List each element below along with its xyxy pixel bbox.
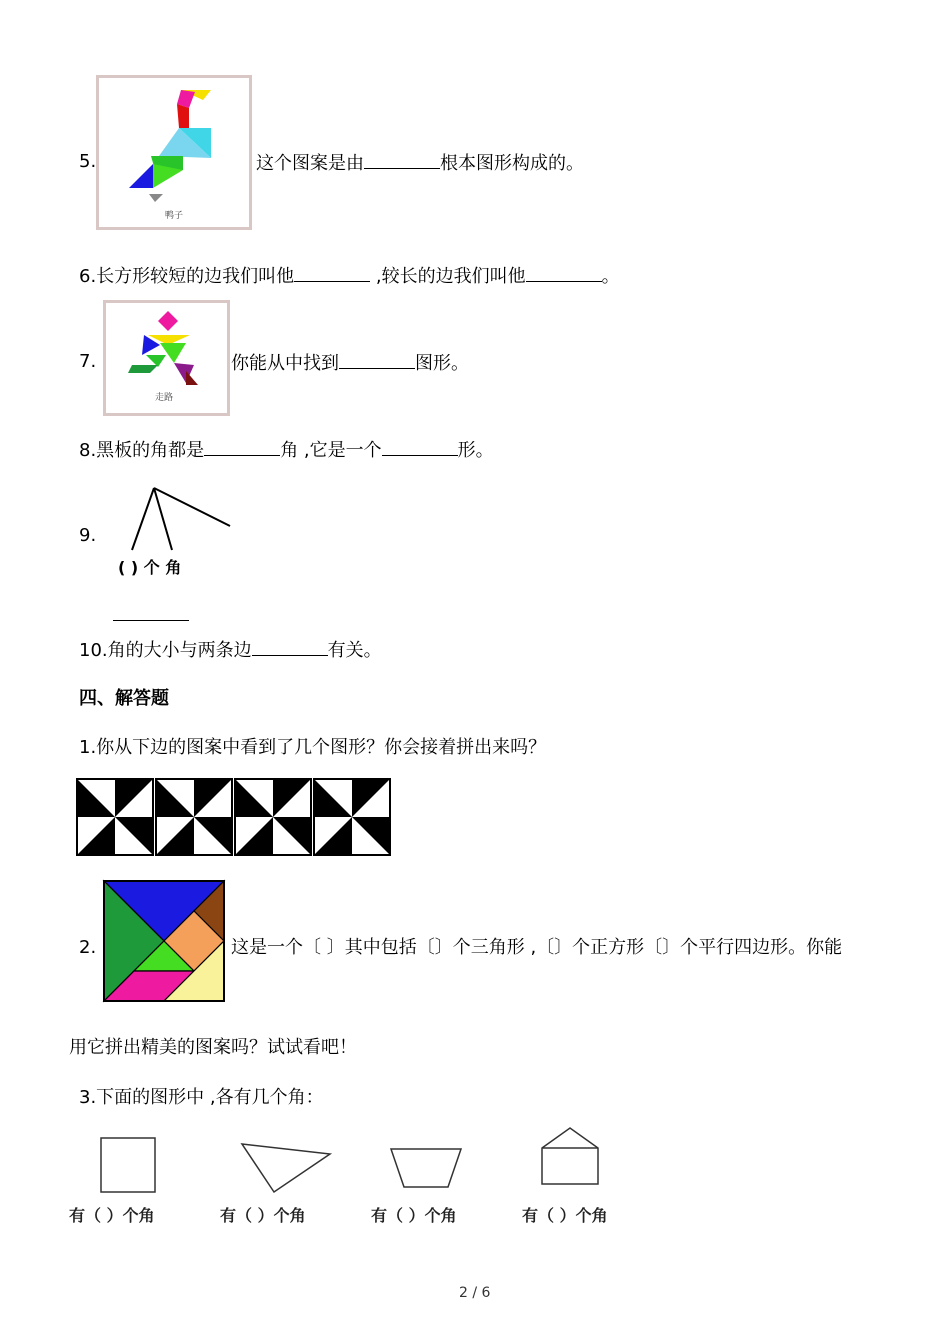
pinwheel-tile-3: [235, 779, 311, 855]
q6-blank-2[interactable]: [526, 263, 602, 282]
q8-blank-1[interactable]: [204, 437, 280, 456]
duck-tangram-svg: [99, 78, 249, 227]
q8-pre: 8.黑板的角都是: [79, 440, 205, 461]
q10-pre: 10.角的大小与两条边: [79, 640, 252, 661]
q10-blank[interactable]: [252, 637, 328, 656]
q6-post: 。: [601, 266, 620, 287]
q6-text: [79, 263, 620, 289]
walking-caption: 走路: [155, 393, 174, 403]
pinwheel-tile-1: [77, 779, 153, 855]
q10-post: 有关。: [327, 640, 382, 661]
q7-pre: 你能从中找到: [231, 353, 339, 374]
q5-number: 5.: [79, 151, 97, 172]
house-caption: 有（ ）个角: [522, 1206, 608, 1225]
square-shape: [98, 1135, 158, 1195]
trapezoid-caption: 有（ ）个角: [371, 1206, 457, 1225]
q7-number: 7.: [79, 351, 97, 372]
q5-blank[interactable]: [364, 150, 440, 169]
duck-tangram-figure: [96, 75, 252, 230]
q5-pre: 这个图案是由: [256, 153, 364, 174]
a2-text: 这是一个〔 〕其中包括〔〕个三角形 ,〔〕个正方形〔〕个平行四边形。你能: [231, 937, 843, 958]
house-shape: [538, 1124, 602, 1188]
q8-blank-2[interactable]: [382, 437, 458, 456]
duck-caption: 鸭子: [165, 211, 184, 221]
a2-text-cont: 用它拼出精美的图案吗？试试看吧！: [69, 1037, 357, 1058]
pinwheel-tile-4: [314, 779, 390, 855]
tangram-square: [102, 879, 228, 1004]
q8-post: 形。: [457, 440, 494, 461]
q8-mid: 角 ,它是一个: [280, 440, 382, 461]
triangle-caption: 有（ ）个角: [220, 1206, 306, 1225]
q5-post: 根本图形构成的。: [440, 153, 584, 174]
a1-text: 1.你从下边的图案中看到了几个图形？你会接着拼出来吗？: [79, 737, 547, 758]
pinwheel-tile-2: [156, 779, 232, 855]
q8-text: [79, 437, 494, 463]
pinwheel-pattern: [76, 778, 392, 858]
section-title: 四、解答题: [79, 688, 169, 709]
trapezoid-shape: [388, 1145, 464, 1191]
q7-blank[interactable]: [339, 350, 415, 369]
page-number: 2 / 6: [459, 1285, 491, 1301]
triangle-shape: [238, 1140, 334, 1195]
q10-text: [79, 637, 382, 663]
q5-text: [256, 150, 584, 176]
q7-text: [231, 350, 469, 376]
q6-pre: 6.长方形较短的边我们叫他: [79, 266, 295, 287]
q9-number: 9.: [79, 525, 97, 546]
a2-number: 2.: [79, 937, 97, 958]
square-caption: 有（ ）个角: [69, 1206, 155, 1225]
angles-figure: [126, 482, 236, 554]
q7-post: 图形。: [415, 353, 469, 374]
q9-answer-blank[interactable]: [113, 620, 189, 621]
a3-text: 3.下面的图形中 ,各有几个角：: [79, 1087, 324, 1108]
q9-caption: ( ) 个 角: [118, 558, 182, 577]
q6-blank-1[interactable]: [294, 263, 370, 282]
q6-mid: ,较长的边我们叫他: [370, 266, 526, 287]
